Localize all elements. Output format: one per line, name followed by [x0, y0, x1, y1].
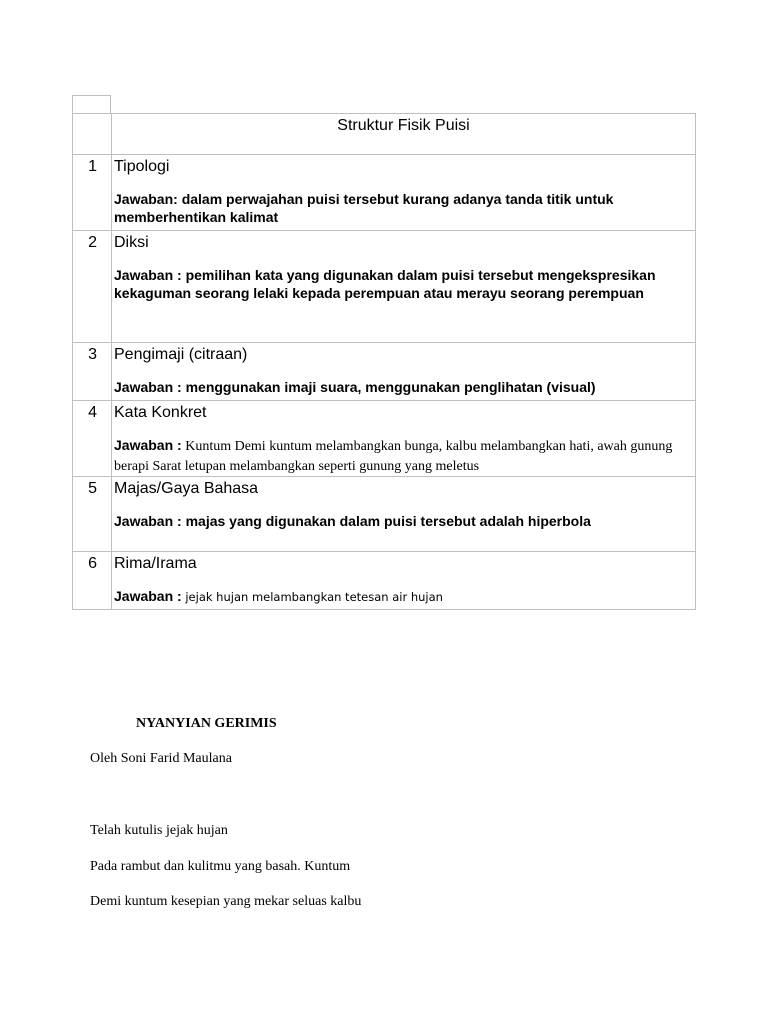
answer-text: Kuntum Demi kuntum melambangkan bunga, kalbu melambangkan hati, awah gunung berapi Sarat letupan melambangkan seperti gunung yang meletus: [114, 439, 673, 474]
row-title: Majas/Gaya Bahasa: [114, 480, 259, 497]
poem-title: NYANYIAN GERIMIS: [136, 716, 277, 731]
table-header-row: [73, 114, 696, 155]
poem-line: Pada rambut dan kulitmu yang basah. Kuntum: [90, 859, 351, 874]
row-content: [112, 552, 696, 610]
row-answer: Jawaban : menggunakan imaji suara, menggunakan penglihatan (visual): [114, 379, 596, 395]
row-number: 5: [73, 477, 112, 552]
struktur-fisik-table: [72, 113, 696, 610]
row-content: [112, 155, 696, 231]
row-number: 4: [73, 401, 112, 477]
table-corner-stub: [72, 95, 111, 113]
row-number: 2: [73, 231, 112, 343]
row-number: 1: [73, 155, 112, 231]
row-title: Tipologi: [114, 158, 170, 175]
row-content: [112, 231, 696, 343]
table-row: [73, 477, 696, 552]
row-number: 6: [73, 552, 112, 610]
answer-label: Jawaban :: [114, 437, 182, 453]
row-content: [112, 401, 696, 477]
header-number-cell: [73, 114, 112, 155]
row-content: [112, 343, 696, 401]
row-number: 3: [73, 343, 112, 401]
table-row: [73, 552, 696, 610]
row-answer: Jawaban: dalam perwajahan puisi tersebut kurang adanya tanda titik untuk memberhentikan kalimat: [114, 191, 614, 225]
table-row: [73, 231, 696, 343]
row-content: [112, 477, 696, 552]
table-row: [73, 155, 696, 231]
row-answer: [114, 587, 695, 606]
row-title: Pengimaji (citraan): [114, 346, 248, 363]
row-title: Kata Konkret: [114, 404, 207, 421]
table-row: [73, 343, 696, 401]
poem-line: Demi kuntum kesepian yang mekar seluas kalbu: [90, 894, 362, 909]
row-title: Diksi: [114, 234, 149, 251]
table-header-text: Struktur Fisik Puisi: [337, 117, 470, 134]
poem-line: Telah kutulis jejak hujan: [90, 823, 228, 838]
row-answer: Jawaban : majas yang digunakan dalam puisi tersebut adalah hiperbola: [114, 513, 591, 529]
row-answer: Jawaban : pemilihan kata yang digunakan dalam puisi tersebut mengekspresikan kekaguman seorang lelaki kepada perempuan atau merayu seorang perempuan: [114, 267, 656, 301]
answer-text: jejak hujan melambangkan tetesan air hujan: [181, 590, 443, 604]
answer-label: Jawaban :: [114, 588, 182, 604]
poem-author: Oleh Soni Farid Maulana: [90, 751, 232, 766]
row-answer: [114, 436, 695, 476]
table-header: [112, 114, 696, 155]
table-row: [73, 401, 696, 477]
row-title: Rima/Irama: [114, 555, 197, 572]
